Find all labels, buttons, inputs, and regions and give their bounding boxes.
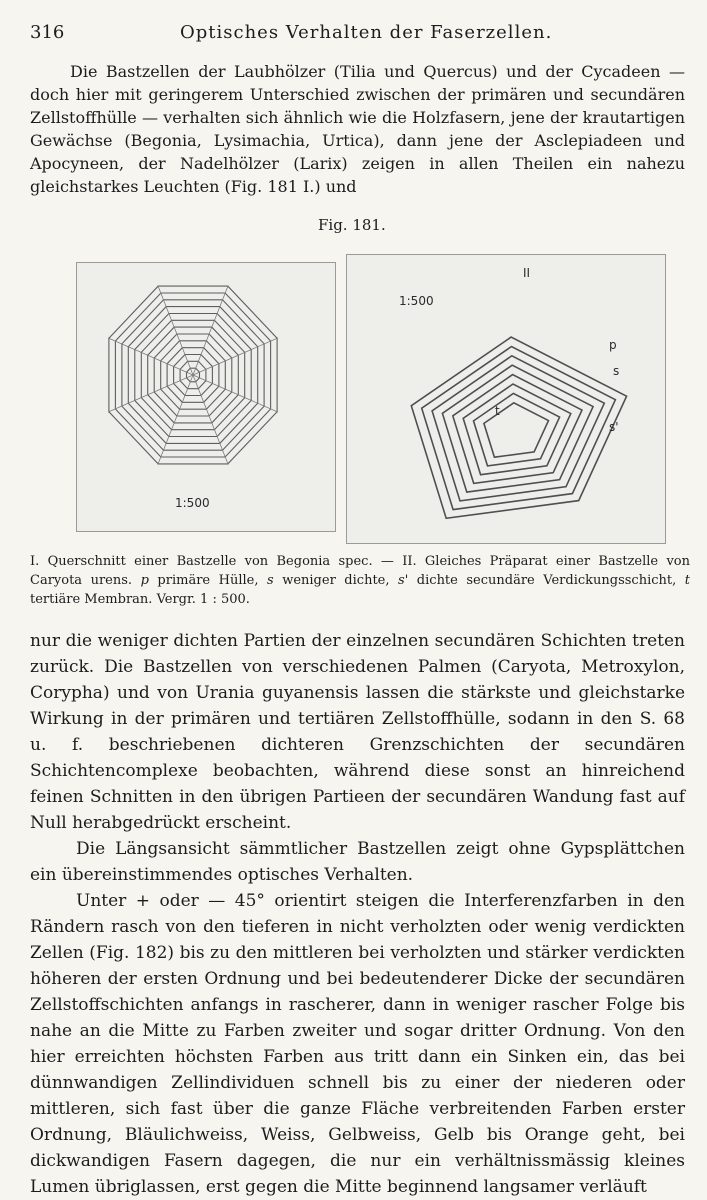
body-paragraph-3: Unter + oder — 45° orientirt steigen die Interferenzfarben in den Rändern rasch von den tieferen in nicht verholzten oder wenig verdickten Zellen (Fig. 182) bis zu den mittleren bei verholzten und stärker verdickten höheren der ersten Ordnung und bei bedeutenderer Dicke der secundären Zellstoffschichten anfangs in rascherer, dann in weniger rascher Folge bis nahe an die Mitte zu Farben zweiter und sogar dritter Ordnung. Von den hier erreichten höchsten Farben aus tritt dann ein Sinken ein, das bei dünnwandigen Zellindividuen schnell bis zu einer der niederen oder mittleren, sich fast über die ganze Fläche verbreitenden Farben erster Ordnung, Bläulichweiss, Weiss, Gelbweiss, Gelb bis Orange geht, bei dickwandigen Fasern dagegen, die nur ein verhältnissmässig kleines Lumen übriglassen, erst gegen die Mitte beginnend langsamer verläuft xyxy=(30,891,685,1197)
mark-t: t xyxy=(495,404,500,418)
begonia-cross-section-drawing xyxy=(77,263,335,531)
panel-2-id: II xyxy=(523,266,531,280)
figure-panel-1 xyxy=(76,262,336,532)
figure-caption xyxy=(30,552,690,609)
layer-ring xyxy=(442,365,593,492)
caption-symbol-p: p xyxy=(140,573,149,588)
panel-1-scale: 1:500 xyxy=(175,496,210,510)
caption-part-1: I. Querschnitt einer Bastzelle von Begonia spec. — II. Gleiches Präparat einer Bastzelle von Caryota urens. xyxy=(30,554,690,588)
layer-ring xyxy=(484,403,549,457)
figure-label: Fig. 181. xyxy=(318,216,386,234)
caption-text-s-prime: dichte secundäre Verdickungsschicht, xyxy=(408,573,677,588)
caption-symbol-t: t xyxy=(684,573,691,588)
caption-magnification: Vergr. 1 : 500. xyxy=(156,592,250,607)
layer-ring xyxy=(411,337,626,518)
mark-s-prime: s' xyxy=(609,420,619,434)
caption-symbol-s-prime: s' xyxy=(398,573,409,588)
caption-text-s: weniger dichte, xyxy=(273,573,390,588)
caption-text-t: tertiäre Membran. xyxy=(30,592,153,607)
body-paragraph-2: Die Längsansicht sämmtlicher Bastzellen zeigt ohne Gypsplättchen ein übereinstimmendes optisches Verhalten. xyxy=(30,839,685,885)
mark-p: p xyxy=(609,338,617,352)
running-title: Optisches Verhalten der Faserzellen. xyxy=(180,22,553,43)
mark-s: s xyxy=(613,364,620,378)
page-number: 316 xyxy=(30,22,65,43)
body-text xyxy=(30,628,685,1200)
intro-paragraph: Die Bastzellen der Laubhölzer (Tilia und Quercus) und der Cycadeen — doch hier mit geringerem Unterschied zwischen der primären und secundären Zellstoffhülle — verhalten sich ähnlich wie die Holzfasern, jene der krautartigen Gewächse (Begonia, Lysimachia, Urtica), dann jene der Asclepiadeen und Apocyneen, der Nadelhölzer (Larix) zeigen in allen Theilen ein nahezu gleichstarkes Leuchten (Fig. 181 I.) und xyxy=(30,62,685,196)
body-paragraph-1: nur die weniger dichten Partien der einzelnen secundären Schichten treten zurück. Die Bastzellen von verschiedenen Palmen (Caryota, Metroxylon, Corypha) und von Urania guyanensis lassen die stärkste und gleichstarke Wirkung in der primären und tertiären Zellstoffhülle, sodann in den S. 68 u. f. beschriebenen dichteren Grenzschichten der secundären Schichtencomplexe beobachten, während diese sonst an hinreichend feinen Schnitten in den übrigen Partieen der secundären Wandung fast auf Null herabgedrückt erscheint. xyxy=(30,631,685,833)
page-header xyxy=(30,22,690,48)
caption-symbol-s: s xyxy=(267,573,274,588)
caryota-cross-section-drawing xyxy=(347,255,665,543)
caption-text-p: primäre Hülle, xyxy=(148,573,259,588)
figure-panel-2 xyxy=(346,254,666,544)
panel-2-scale: 1:500 xyxy=(399,294,434,308)
